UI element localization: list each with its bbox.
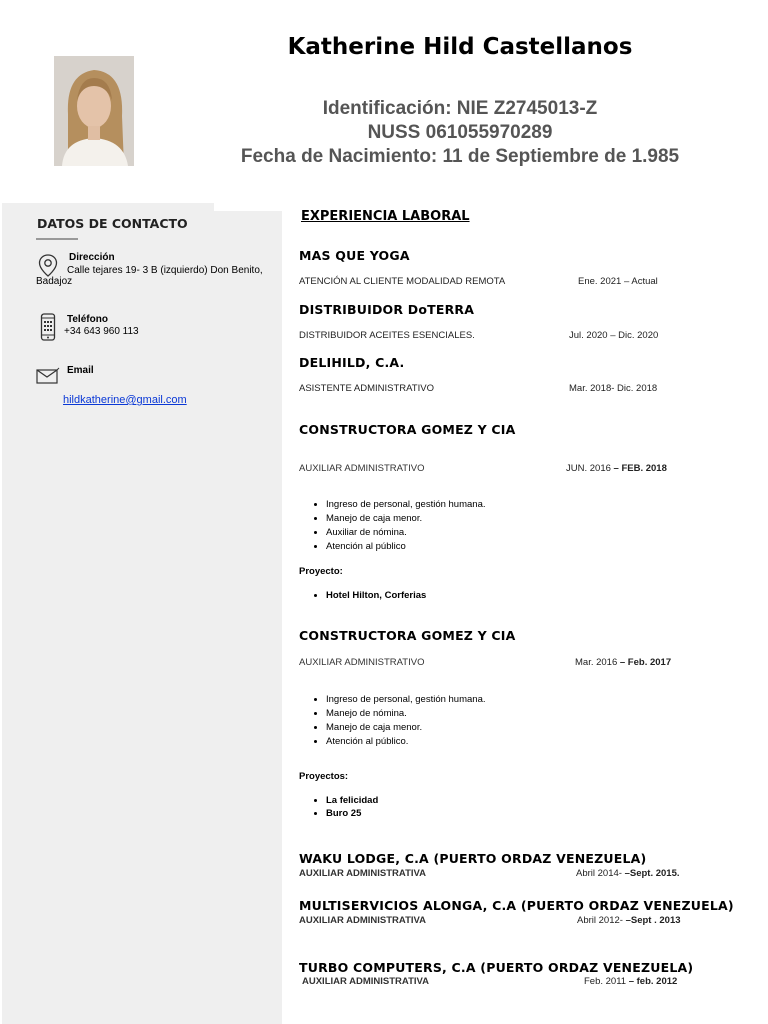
job-date-end: –Sept. 2015.: [621, 868, 680, 879]
job-dates: [584, 976, 677, 987]
job-company: CONSTRUCTORA GOMEZ Y CIA: [299, 422, 516, 437]
job-date-end: Actual: [629, 276, 658, 287]
project-label: Proyecto:: [299, 566, 343, 577]
contact-title: DATOS DE CONTACTO: [37, 216, 188, 231]
job-role: AUXILIAR ADMINISTRATIVA: [299, 868, 427, 879]
job-dates: [576, 868, 680, 879]
list-item: • Atención al público.: [326, 735, 486, 749]
job-company: TURBO COMPUTERS, C.A (PUERTO ORDAZ VENEZUELA): [299, 960, 694, 975]
address-line-2: Badajoz: [36, 276, 73, 287]
identification-line: Identificación: NIE Z2745013-Z: [322, 98, 598, 119]
job-company: MAS QUE YOGA: [299, 248, 410, 263]
job-date-end: Dic. 2018: [614, 383, 658, 394]
phone-label: Teléfono: [67, 314, 108, 325]
job-role: AUXILIAR ADMINISTRATIVO: [299, 657, 425, 668]
job-date-start: Jul. 2020 –: [569, 330, 616, 341]
projects-list: [300, 589, 426, 602]
mobile-phone-icon: [40, 313, 56, 346]
list-item: • Ingreso de personal, gestión humana.: [326, 498, 486, 512]
job-date-start: Mar. 2016: [575, 657, 618, 668]
job-date-end: Dic. 2020: [615, 330, 659, 341]
sidebar-notch: [214, 203, 282, 211]
job-role: AUXILIAR ADMINISTRATIVO: [299, 463, 425, 474]
job-date-start: Ene. 2021 –: [578, 276, 630, 287]
list-item: • Manejo de nómina.: [326, 707, 486, 721]
job-date-start: Abril 2012-: [577, 915, 623, 926]
address-label: Dirección: [69, 252, 115, 263]
job-dates: [569, 383, 657, 394]
candidate-name: Katherine Hild Castellanos: [287, 34, 633, 60]
job-date-end: –Sept . 2013: [622, 915, 681, 926]
job-duties-list: [300, 693, 486, 749]
job-dates: [575, 657, 671, 668]
job-company: CONSTRUCTORA GOMEZ Y CIA: [299, 628, 516, 643]
list-item: • La felicidad: [326, 794, 378, 807]
birth-date-line: Fecha de Nacimiento: 11 de Septiembre de 1.985: [240, 146, 680, 167]
list-item: • Atención al público: [326, 540, 486, 554]
list-item: • Manejo de caja menor.: [326, 512, 486, 526]
nuss-line: NUSS 061055970289: [367, 122, 553, 143]
job-company: DISTRIBUIDOR DoTERRA: [299, 302, 475, 317]
job-date-end: – FEB. 2018: [610, 463, 667, 474]
address-line-1: Calle tejares 19- 3 B (izquierdo) Don Benito,: [67, 265, 263, 276]
job-date-start: Feb. 2011: [584, 976, 627, 987]
job-role: ATENCIÓN AL CLIENTE MODALIDAD REMOTA: [299, 276, 506, 287]
job-company: DELIHILD, C.A.: [299, 355, 405, 370]
job-dates: [578, 276, 658, 287]
job-company: MULTISERVICIOS ALONGA, C.A (PUERTO ORDAZ VENEZUELA): [299, 898, 734, 913]
job-dates: [569, 330, 658, 341]
job-date-end: – feb. 2012: [626, 976, 678, 987]
envelope-icon: [36, 367, 60, 390]
project-label: Proyectos:: [299, 771, 349, 782]
job-role: ASISTENTE ADMINISTRATIVO: [299, 383, 434, 394]
list-item: • Buro 25: [326, 807, 378, 820]
job-role: AUXILIAR ADMINISTRATIVA: [299, 915, 427, 926]
phone-number: +34 643 960 113: [64, 326, 139, 337]
list-item: • Hotel Hilton, Corferias: [326, 589, 426, 602]
email-label: Email: [67, 365, 94, 376]
job-date-start: JUN. 2016: [566, 463, 611, 474]
list-item: • Manejo de caja menor.: [326, 721, 486, 735]
email-link[interactable]: hildkatherine@gmail.com: [63, 394, 187, 406]
job-date-start: Abril 2014-: [576, 868, 622, 879]
list-item: • Ingreso de personal, gestión humana.: [326, 693, 486, 707]
job-date-end: – Feb. 2017: [617, 657, 672, 668]
job-date-start: Mar. 2018-: [569, 383, 615, 394]
projects-list: [300, 794, 378, 820]
experience-title: EXPERIENCIA LABORAL: [301, 209, 470, 224]
profile-photo: [54, 56, 134, 166]
job-role: AUXILIAR ADMINISTRATIVA: [302, 976, 430, 987]
contact-title-rule: [36, 238, 78, 240]
list-item: • Auxiliar de nómina.: [326, 526, 486, 540]
job-company: WAKU LODGE, C.A (PUERTO ORDAZ VENEZUELA): [299, 851, 647, 866]
job-duties-list: [300, 498, 486, 554]
job-dates: [577, 915, 681, 926]
job-dates: [566, 463, 667, 474]
job-role: DISTRIBUIDOR ACEITES ESENCIALES.: [299, 330, 475, 341]
